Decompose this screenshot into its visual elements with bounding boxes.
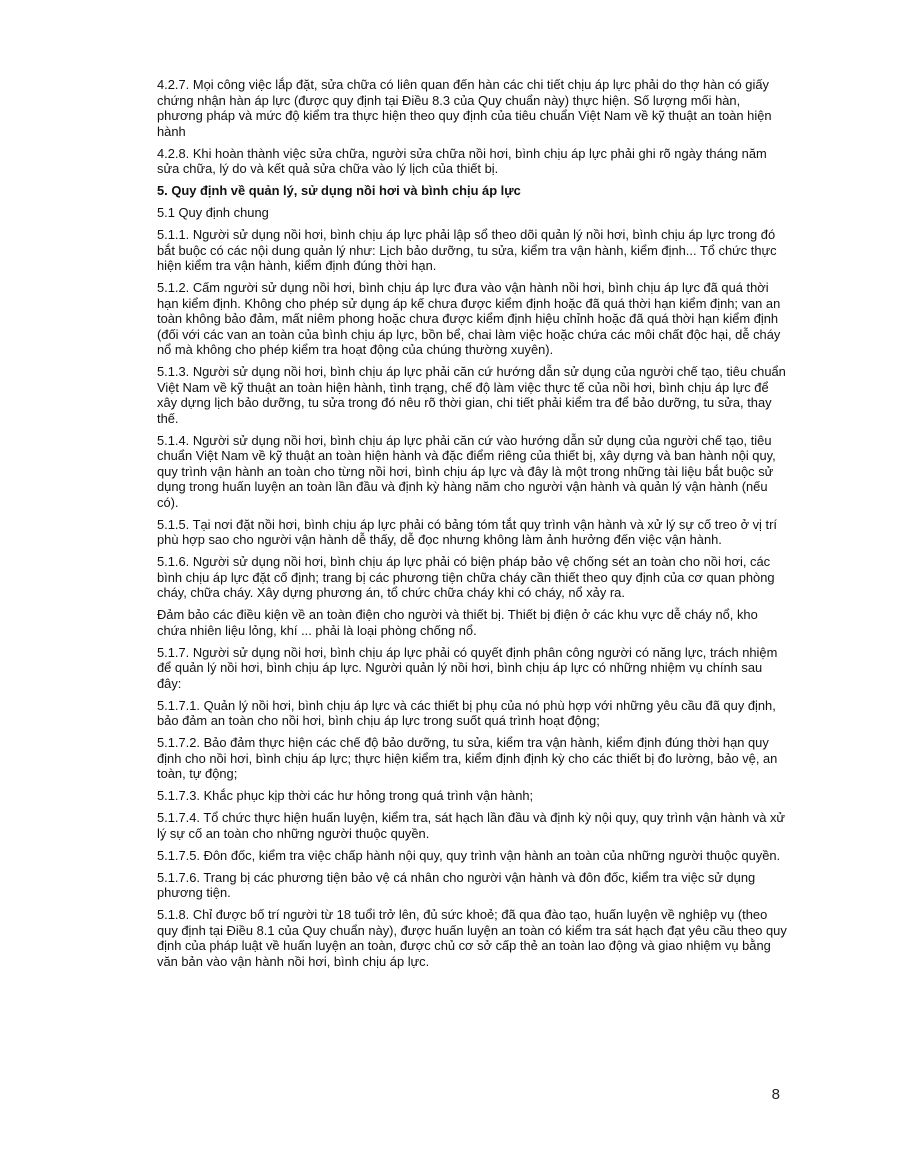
paragraph-5-1-1: 5.1.1. Người sử dụng nồi hơi, bình chịu áp lực phải lập sổ theo dõi quản lý nồi hơi, bình chịu áp lực trong đó bắt buộc có các nội dung quản lý như: Lịch bảo dưỡng, tu sửa, kiểm tra vận hành, kiểm định... Tổ chức thực hiện kiểm tra vận hành, kiểm định đúng thời hạn. — [157, 227, 777, 273]
paragraph-5-1-8: 5.1.8. Chỉ được bố trí người từ 18 tuổi trở lên, đủ sức khoẻ; đã qua đào tạo, huấn luyện về nghiệp vụ (theo quy định tại Điều 8.1 của Quy chuẩn này), được huấn luyện an toàn có kiểm tra sát hạch đạt yêu cầu theo quy định của pháp luật về huấn luyện an toàn, được chủ cơ sở cấp thẻ an toàn lao động và giao nhiệm vụ bằng văn bản vào vận hành nồi hơi, bình chịu áp lực. — [157, 907, 787, 969]
paragraph-5-1-7-4: 5.1.7.4. Tổ chức thực hiện huấn luyện, kiểm tra, sát hạch lần đầu và định kỳ nội quy, quy trình vận hành và xử lý sự cố an toàn cho những người thuộc quyền. — [157, 810, 786, 841]
paragraph-5-1-6: 5.1.6. Người sử dụng nồi hơi, bình chịu áp lực phải có biện pháp bảo vệ chống sét an toàn cho nồi hơi, các bình chịu áp lực đặt cố định; trang bị các phương tiện chữa cháy cần thiết theo quy định của cơ quan phòng cháy, chữa cháy. Xây dựng phương án, tổ chức chữa cháy khi có cháy, nổ xảy ra. — [157, 554, 775, 600]
paragraph-5-1-7-3: 5.1.7.3. Khắc phục kịp thời các hư hỏng trong quá trình vận hành; — [157, 788, 534, 803]
page-number: 8 — [771, 1086, 780, 1103]
paragraph-5-1-3: 5.1.3. Người sử dụng nồi hơi, bình chịu áp lực phải căn cứ hướng dẫn sử dụng của người chế tạo, tiêu chuẩn Việt Nam về kỹ thuật an toàn hiện hành, tình trạng, chế độ làm việc thực tế của nồi hơi, bình chịu áp lực để xây dựng lịch bảo dưỡng, tu sửa trong đó nêu rõ thời gian, chi tiết phải kiểm tra để bảo dưỡng, tu sửa, thay thế. — [157, 364, 786, 426]
paragraph-5-1-4: 5.1.4. Người sử dụng nồi hơi, bình chịu áp lực phải căn cứ vào hướng dẫn sử dụng của người chế tạo, tiêu chuẩn Việt Nam về kỹ thuật an toàn hiện hành và đặc điểm riêng của thiết bị, xây dựng và ban hành nội quy, quy trình vận hành an toàn cho từng nồi hơi, bình chịu áp lực và đây là một trong những tài liệu bắt buộc sử dụng trong huấn luyện an toàn lần đầu và định kỳ hàng năm cho người vận hành và quản lý vận hành (nếu có). — [157, 432, 776, 510]
document-body — [157, 77, 789, 976]
paragraph-5-1-2: 5.1.2. Cấm người sử dụng nồi hơi, bình chịu áp lực đưa vào vận hành nồi hơi, bình chịu áp lực đã quá thời hạn kiểm định. Không cho phép sử dụng áp kế chưa được kiểm định hoặc đã quá thời hạn kiểm định; van an toàn không bảo đảm, mất niêm phong hoặc chưa được kiểm định hiệu chỉnh hoặc đã quá thời hạn kiểm định (đối với các van an toàn của bình chịu áp lực, bồn bể, chai làm việc hoặc chứa các môi chất độc hại, dễ cháy nổ mà không cho phép kiểm tra hoạt động của chúng thường xuyên). — [157, 280, 781, 357]
subsection-heading-5-1: 5.1 Quy định chung — [157, 205, 269, 220]
section-heading-5: 5. Quy định về quản lý, sử dụng nồi hơi và bình chịu áp lực — [157, 183, 521, 198]
paragraph-5-1-7-1: 5.1.7.1. Quản lý nồi hơi, bình chịu áp lực và các thiết bị phụ của nó phù hợp với những yêu cầu đã quy định, bảo đảm an toàn cho nồi hơi, bình chịu áp lực trong suốt quá trình hoạt động; — [157, 697, 776, 728]
paragraph-5-1-7: 5.1.7. Người sử dụng nồi hơi, bình chịu áp lực phải có quyết định phân công người có năng lực, trách nhiệm để quản lý nồi hơi, bình chịu áp lực. Người quản lý nồi hơi, bình chịu áp lực có những nhiệm vụ chính sau đây: — [157, 644, 778, 691]
paragraph-5-1-7-6: 5.1.7.6. Trang bị các phương tiện bảo vệ cá nhân cho người vận hành và đôn đốc, kiểm tra việc sử dụng phương tiện. — [157, 869, 756, 900]
paragraph-5-1-7-2: 5.1.7.2. Bảo đảm thực hiện các chế độ bảo dưỡng, tu sửa, kiểm tra vận hành, kiểm định đúng thời hạn quy định cho nồi hơi, bình chịu áp lực; thực hiện kiểm tra, kiểm định định kỳ cho các thiết bị đo lường, bảo vệ, an toàn, tự động; — [157, 735, 778, 781]
paragraph-4-2-8: 4.2.8. Khi hoàn thành việc sửa chữa, người sửa chữa nồi hơi, bình chịu áp lực phải ghi rõ ngày tháng năm sửa chữa, lý do và kết quả sửa chữa vào lý lịch của thiết bị. — [157, 145, 767, 176]
paragraph-5-1-5: 5.1.5. Tại nơi đặt nồi hơi, bình chịu áp lực phải có bảng tóm tắt quy trình vận hành và xử lý sự cố treo ở vị trí phù hợp sao cho người vận hành dễ thấy, dễ đọc nhưng không làm ảnh hưởng đến việc vận hành. — [157, 516, 777, 547]
paragraph-electrical-safety: Đảm bảo các điều kiện về an toàn điện cho người và thiết bị. Thiết bị điện ở các khu vực dễ cháy nổ, kho chứa nhiên liệu lỏng, khí ... phải là loại phòng chống nổ. — [157, 607, 758, 638]
paragraph-5-1-7-5: 5.1.7.5. Đôn đốc, kiểm tra việc chấp hành nội quy, quy trình vận hành an toàn của những người thuộc quyền. — [157, 847, 781, 863]
paragraph-4-2-7: 4.2.7. Mọi công việc lắp đặt, sửa chữa có liên quan đến hàn các chi tiết chịu áp lực phải do thợ hàn có giấy chứng nhận hàn áp lực (được quy định tại Điều 8.3 của Quy chuẩn này) thực hiện. Số lượng mối hàn, phương pháp và mức độ kiểm tra thực hiện theo quy định của tiêu chuẩn Việt Nam về kỹ thuật an toàn hiện hành — [157, 77, 772, 139]
